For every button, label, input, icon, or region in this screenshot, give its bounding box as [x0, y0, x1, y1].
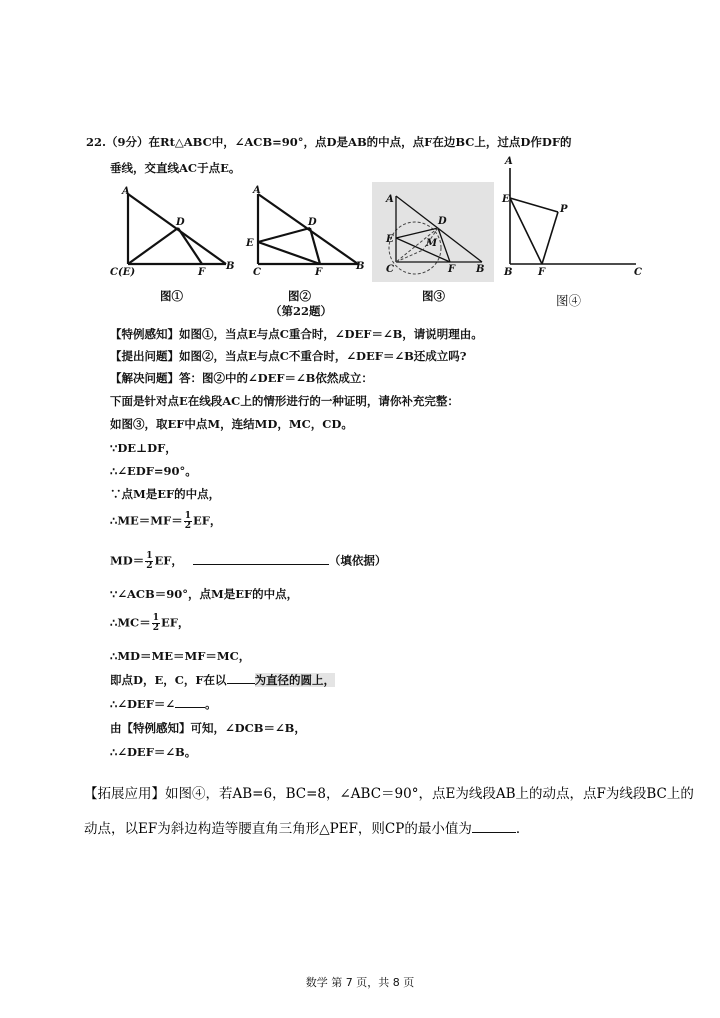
fig2-label-b: B — [356, 261, 365, 272]
proof-step-1: ∵DE⊥DF， — [110, 441, 177, 455]
angle-blank[interactable] — [175, 696, 205, 708]
fig2-label-e: E — [246, 238, 254, 249]
proof-step-8: ∴MD＝ME＝MF＝MC， — [110, 649, 251, 663]
fig3-label-f: F — [448, 264, 456, 275]
fig1-label-f: F — [198, 267, 206, 278]
extension-line-1: 【拓展应用】如图④，若AB=6，BC=8，∠ABC＝90°，点E为线段AB上的动点，点F为线段BC上的 — [84, 786, 694, 802]
fig4-label-a: A — [505, 156, 513, 167]
proof-setup: 如图③，取EF中点M，连结MD，MC，CD。 — [110, 417, 353, 431]
fraction-half: $\frac{1}{2}$ — [152, 613, 159, 633]
fig3-caption: 图③ — [422, 289, 445, 303]
special-case: 【特例感知】如图①，当点E与点C重合时，∠DEF＝∠B，请说明理由。 — [110, 327, 483, 341]
fig4-label-f: F — [538, 267, 546, 278]
fig4-caption: 图④ — [556, 293, 582, 308]
extension-line-2: 动点，以EF为斜边构造等腰直角三角形△PEF，则CP的最小值为 ． — [84, 821, 530, 837]
reason-blank[interactable] — [193, 553, 329, 565]
fig4-label-b: B — [504, 267, 513, 278]
fig1-label-a: A — [122, 186, 130, 197]
raise-question: 【提出问题】如图②，当点E与点C不重合时，∠DEF＝∠B还成立吗? — [110, 349, 467, 363]
fig3-label-m: M — [426, 238, 438, 249]
fig4-label-e: E — [502, 194, 510, 205]
fig3-label-d: D — [438, 216, 447, 227]
figure-4 — [500, 154, 650, 280]
fig3-label-a: A — [386, 194, 394, 205]
proof-step-4: ∴ME＝MF＝ $\frac{1}{2}$ EF， — [110, 511, 222, 531]
fig1-label-d: D — [176, 217, 185, 228]
fig4-label-p: P — [560, 204, 568, 215]
fig1-label-b: B — [226, 261, 235, 272]
proof-step-6: ∵∠ACB＝90°，点M是EF的中点， — [110, 587, 299, 601]
fraction-half: $\frac{1}{2}$ — [184, 511, 191, 531]
fig2-label-f: F — [315, 267, 323, 278]
fig1-label-ce: C(E) — [110, 267, 136, 278]
fig2-label-d: D — [308, 217, 317, 228]
fig1-caption: 图① — [160, 289, 183, 303]
problem-header-cont: 垂线，交直线AC于点E。 — [110, 161, 241, 175]
proof-step-5: MD＝ $\frac{1}{2}$ EF， （填依据） — [110, 551, 387, 571]
proof-intro: 下面是针对点E在线段AC上的情形进行的一种证明，请你补充完整： — [110, 394, 459, 408]
fig3-label-b: B — [476, 264, 485, 275]
fig2-caption: 图② — [288, 289, 311, 303]
fig3-label-c: C — [386, 264, 394, 275]
solve-problem: 【解决问题】答：图②中的∠DEF＝∠B依然成立： — [110, 371, 373, 385]
proof-step-12: ∴∠DEF＝∠B。 — [110, 745, 197, 759]
proof-step-2: ∴∠EDF=90°。 — [110, 464, 197, 478]
page-footer: 数学 第 7 页，共 8 页 — [305, 976, 415, 989]
proof-step-7: ∴MC＝ $\frac{1}{2}$ EF， — [110, 613, 190, 633]
figure-2 — [240, 182, 370, 282]
fig4-label-c: C — [634, 267, 642, 278]
figure-3 — [372, 182, 494, 282]
figure-1 — [108, 182, 238, 282]
problem-header: 22.（9分）在Rt△ABC中，∠ACB=90°，点D是AB的中点，点F在边BC上，过点D作DF的 — [86, 135, 572, 149]
diameter-blank[interactable] — [227, 672, 255, 684]
fig2-label-c: C — [253, 267, 261, 278]
proof-step-9: 即点D，E，C，F在以 为直径的圆上， — [110, 673, 336, 687]
proof-step-10: ∴∠DEF＝∠ 。 — [110, 697, 217, 711]
problem-caption: （第22题） — [270, 304, 333, 318]
fig3-label-e: E — [386, 234, 394, 245]
proof-step-11: 由【特例感知】可知，∠DCB＝∠B， — [110, 721, 306, 735]
fig2-label-a: A — [253, 185, 261, 196]
answer-blank[interactable] — [472, 821, 516, 833]
proof-step-3: ∵点M是EF的中点， — [110, 487, 221, 501]
fraction-half: $\frac{1}{2}$ — [146, 551, 153, 571]
